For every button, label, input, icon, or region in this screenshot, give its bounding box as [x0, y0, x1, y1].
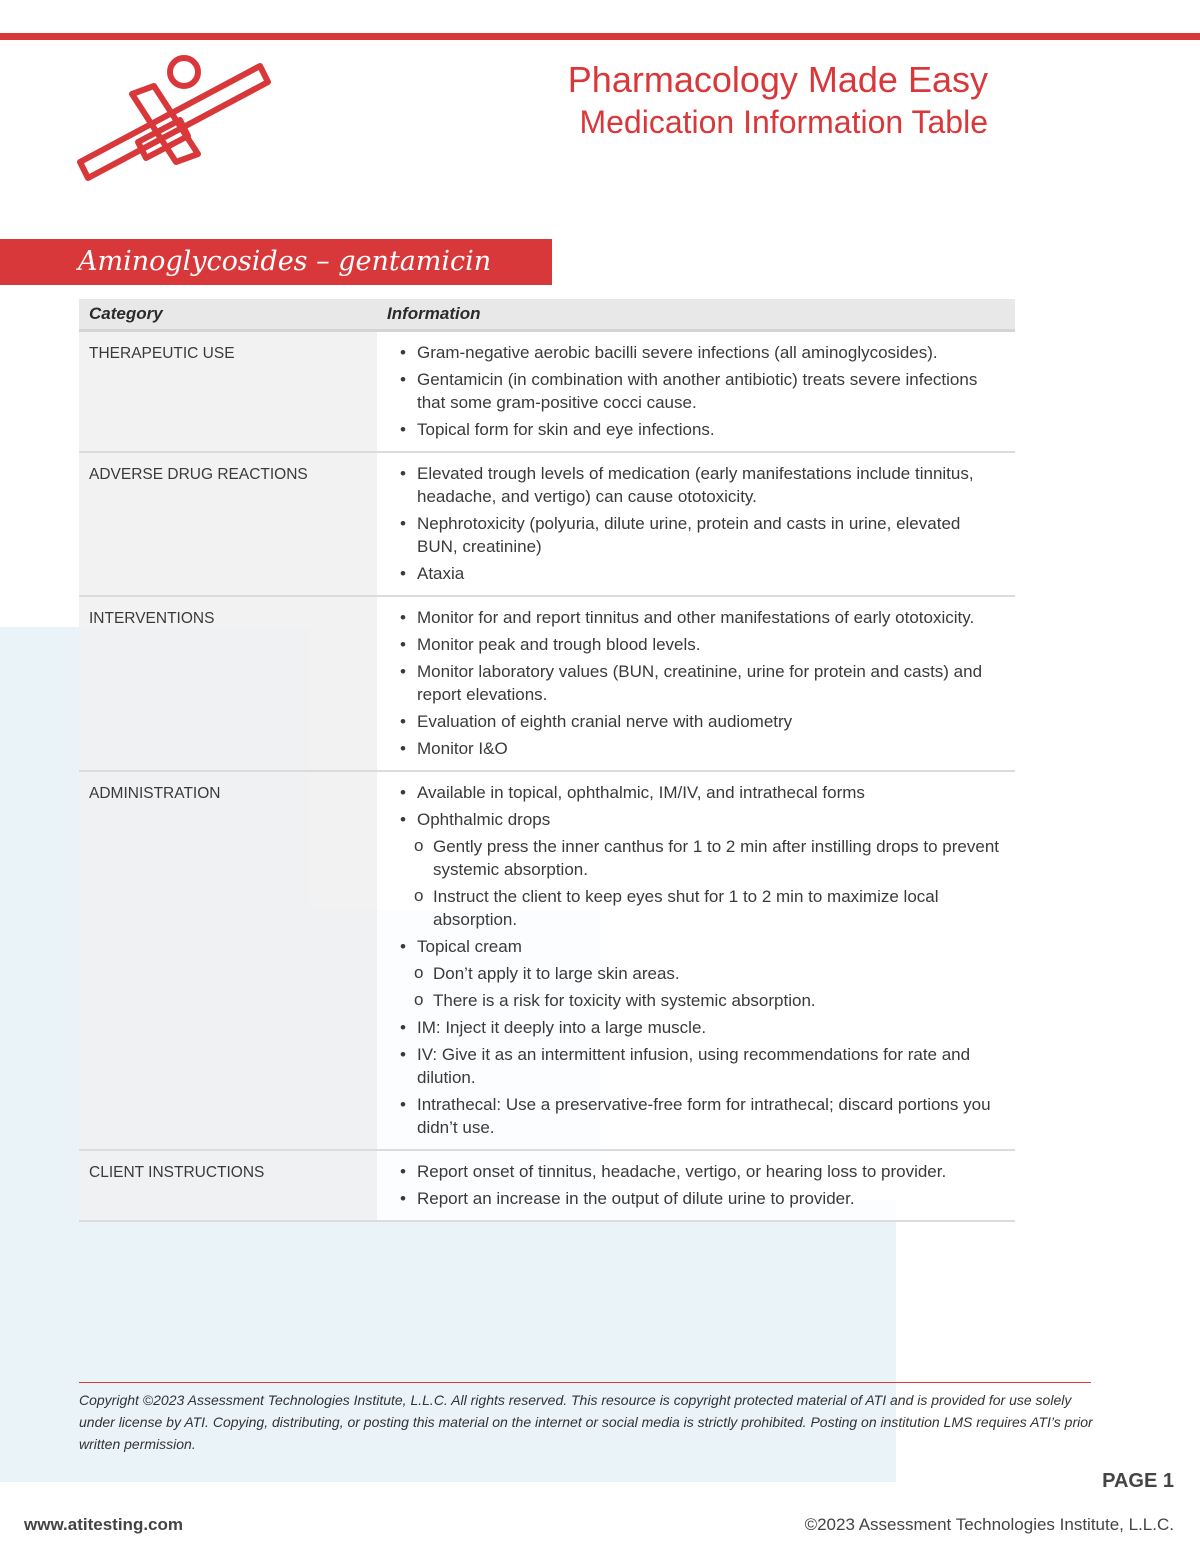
list-item: • Nephrotoxicity (polyuria, dilute urine, protein and casts in urine, elevated BUN, creatinine) [387, 512, 1005, 558]
list-item: • Monitor I&O [387, 737, 1005, 760]
footer-rule [79, 1382, 1091, 1383]
list-item: • Ophthalmic drops [387, 808, 1005, 831]
row-information [377, 771, 1015, 1150]
row-information [377, 452, 1015, 596]
sub-list-item: o There is a risk for toxicity with systemic absorption. [387, 989, 1005, 1012]
sub-list-item: o Don’t apply it to large skin areas. [387, 962, 1005, 985]
header-subtitle: Medication Information Table [579, 104, 988, 140]
row-category: CLIENT INSTRUCTIONS [79, 1150, 377, 1221]
list-item: • IM: Inject it deeply into a large muscle. [387, 1016, 1005, 1039]
top-rule [0, 33, 1200, 40]
website-link[interactable]: www.atitesting.com [24, 1515, 184, 1534]
table-row [79, 452, 1015, 596]
list-item: • Available in topical, ophthalmic, IM/IV, and intrathecal forms [387, 781, 1005, 804]
sub-list-item: o Gently press the inner canthus for 1 to 2 min after instilling drops to prevent systemic absorption. [387, 835, 1005, 881]
table-row [79, 596, 1015, 771]
list-item: • Intrathecal: Use a preservative-free form for intrathecal; discard portions you didn’t use. [387, 1093, 1005, 1139]
list-item: • Gentamicin (in combination with another antibiotic) treats severe infections that some gram-positive cocci cause. [387, 368, 1005, 414]
list-item: • Elevated trough levels of medication (early manifestations include tinnitus, headache, and vertigo) can cause ototoxicity. [387, 462, 1005, 508]
medication-table [79, 299, 1015, 1222]
list-item: • Monitor peak and trough blood levels. [387, 633, 1005, 656]
list-item: • Topical form for skin and eye infections. [387, 418, 1005, 441]
ati-logo-icon [72, 50, 272, 190]
list-item: • Report onset of tinnitus, headache, vertigo, or hearing loss to provider. [387, 1160, 1005, 1183]
document-header [568, 58, 988, 142]
corporate-copyright: ©2023 Assessment Technologies Institute, L.L.C. [804, 1515, 1174, 1534]
table-row [79, 331, 1015, 453]
row-category: ADVERSE DRUG REACTIONS [79, 452, 377, 596]
header-title: Pharmacology Made Easy [567, 59, 988, 100]
page-number: PAGE 1 [1102, 1470, 1174, 1492]
row-information [377, 596, 1015, 771]
list-item: • Ataxia [387, 562, 1005, 585]
column-header-information: Information [377, 299, 1015, 331]
list-item: • Evaluation of eighth cranial nerve with audiometry [387, 710, 1005, 733]
row-category: INTERVENTIONS [79, 596, 377, 771]
row-information [377, 1150, 1015, 1221]
row-category: THERAPEUTIC USE [79, 331, 377, 453]
row-information [377, 331, 1015, 453]
list-item: • Gram-negative aerobic bacilli severe infections (all aminoglycosides). [387, 341, 1005, 364]
list-item: • Monitor for and report tinnitus and other manifestations of early ototoxicity. [387, 606, 1005, 629]
list-item: • IV: Give it as an intermittent infusion, using recommendations for rate and dilution. [387, 1043, 1005, 1089]
sub-list-item: o Instruct the client to keep eyes shut for 1 to 2 min to maximize local absorption. [387, 885, 1005, 931]
list-item: • Report an increase in the output of dilute urine to provider. [387, 1187, 1005, 1210]
drug-banner: Aminoglycosides – gentamicin [0, 239, 552, 285]
table-row [79, 771, 1015, 1150]
list-item: • Monitor laboratory values (BUN, creatinine, urine for protein and casts) and report elevations. [387, 660, 1005, 706]
column-header-category: Category [79, 299, 377, 331]
table-row [79, 1150, 1015, 1221]
copyright-notice: Copyright ©2023 Assessment Technologies Institute, L.L.C. All rights reserved. This resource is copyright protected material of ATI and is provided for use solely under license by ATI. Copying, distributing, or posting this material on the internet or social media is strictly prohibited. Posting on institution LMS requires ATI’s prior written permission. [79, 1392, 1093, 1452]
list-item: • Topical cream [387, 935, 1005, 958]
row-category: ADMINISTRATION [79, 771, 377, 1150]
table-header-row [79, 299, 1015, 331]
